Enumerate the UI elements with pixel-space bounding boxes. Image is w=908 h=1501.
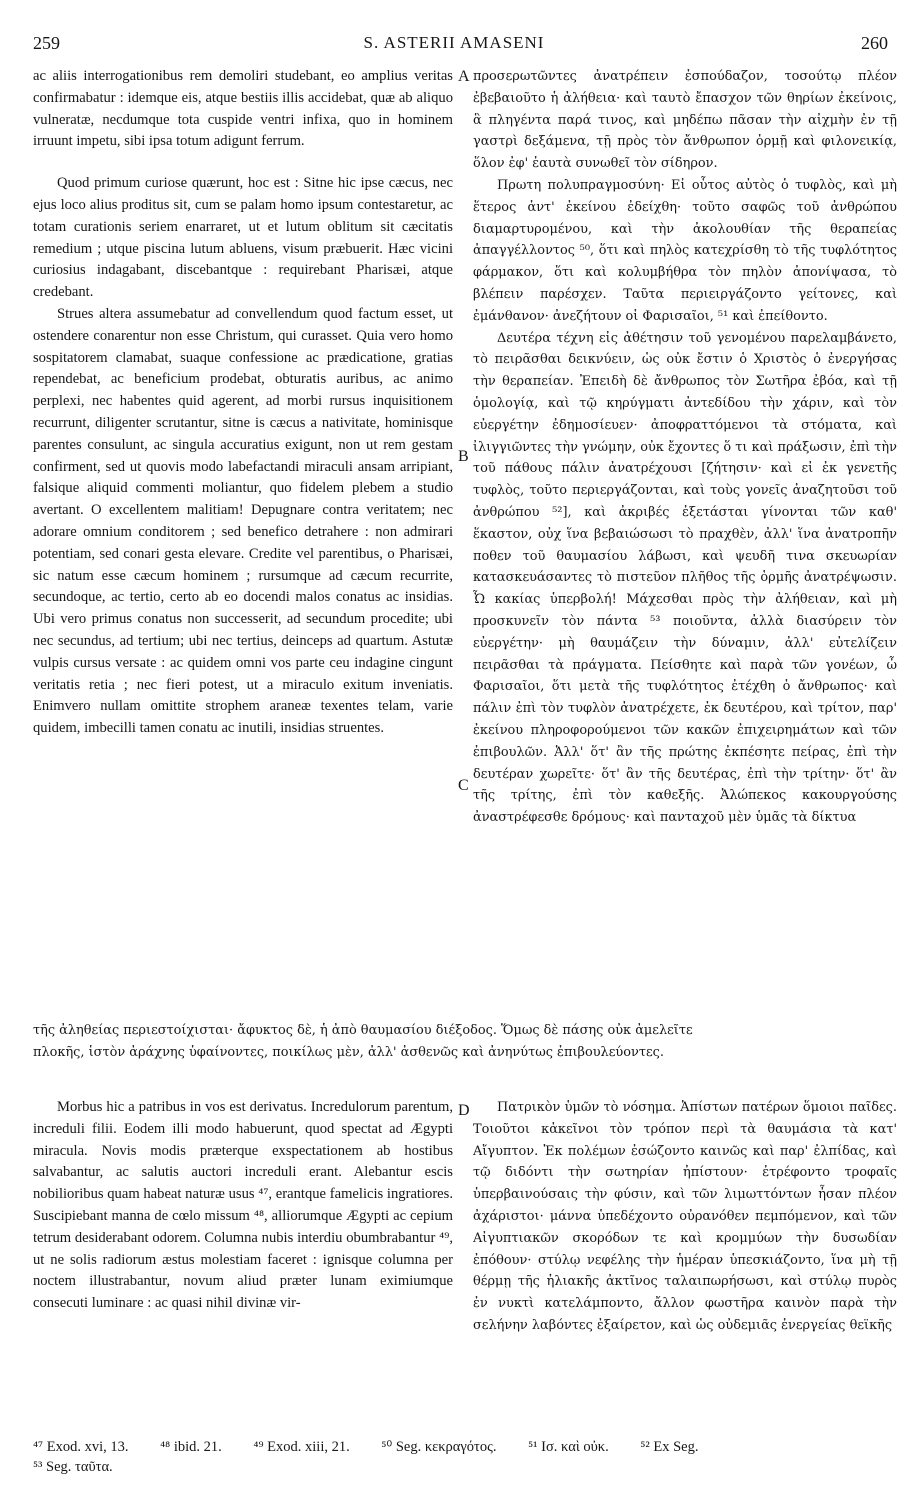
greek-line: πλοκῆς, ἱστὸν ἀράχνης ὑφαίνοντες, ποικίλως μὲν, ἀλλ' ἀσθενῶς καὶ ἀνηνύτως ἐπιβουλεύοντες. xyxy=(33,1045,664,1060)
latin-paragraph: Strues altera assumebatur ad convellendum quod factum esset, ut ostendere conarentur non esse Christum, qui curasset. Quia vero homo sospitatorem clamabat, suaque confessione ac prædicatione, gratias rependebat, ac beneficium prodebat, obturatis auribus, ac animo perplexi, nec habentes quid agerent, ad morbi rursus inquisitionem recurrunt, diligenter scrutantur, sitne is cæcus a nativitate, hominisque parentes consulunt, ac singula accuratius exigunt, non ut rem gestam confirment, sed ut quovis modo labefactandi miraculi ansam arripiant, falsique aliquid commenti moliantur, quo fidelem plebem a studio avertant. O excellentem malitiam! Depugnare contra veritatem; nec adorare omnium conditorem ; sed benefico detrahere : non admirari potentiam, sed conari gesta elevare. Credite vel parentibus, o Pharisæi, sic natum esse cæcum hominem ; rursumque ad cæcum recurrite, secundoque, ac tertio, certo ab eo docendi malos conatus ac insidias. Ubi vero primus conatus non successerit, ad secundum procedite; ubi nec secundus, ad tertium; ubi nec tertius, deinceps ad quartum. Astutæ vulpis cursus versate : ac quidem omni vos parte ceu indagine cingunt veritatis retia ; nec fieri potest, ut a miraculo exitum inveniatis. Enimvero nullam omittite strophem araneæ texentes telam, varie quidem, imbecilli tamen conatu ac inutili, insidias struentes. xyxy=(33,305,453,737)
page-number-left: 259 xyxy=(33,33,60,53)
greek-line: τῆς ἀληθείας περιεστοίχισται· ἄφυκτος δὲ, ἡ ἀπὸ θαυμασίου διέξοδος. Ὅμως δὲ πάσης οὐκ ἀμελεῖτε xyxy=(33,1023,693,1038)
greek-paragraph: Δευτέρα τέχνη εἰς ἀθέτησιν τοῦ γενομένου παρελαμβάνετο, τὸ πειρᾶσθαι δεικνύειν, ὡς οὐκ ἔστιν ὁ Χριστὸς ὁ ἐνεργήσας τὴν θεραπείαν. Ἐπειδὴ δὲ ἄνθρωπος τὸν Σωτῆρα ἐβόα, καὶ τῇ ὁμολογίᾳ, καὶ τῷ κηρύγματι ἀντεδίδου τὴν χάριν, καὶ τὸν εὐεργέτην ἐδημοσίευεν· ἀποφραττόμενοι τὰ στόματα, καὶ ἰλιγγιῶντες τὴν γνώμην, οὐκ ἔχοντες ὅ τι καὶ πράξωσιν, ἐπὶ τὴν τοῦ πάθους πάλιν ἀνατρέχουσι [ζήτησιν· καὶ εἰ ἐκ γενετῆς τυφλὸς, τοῦτο περιεργάζονται, καὶ τοὺς γονεῖς ἀναζητοῦσι τοῦ ἀνθρώπου ⁵²], καὶ ἀκριβές ἐξετάσται γίνονται τῶν καθ' ἕκαστον, οὐχ ἵνα βεβαιώσωσι τὸ πραχθὲν, ἀλλ' ἵνα ἀνατροπῆν ποθεν τοῦ θαυμασίου λάβωσι, καὶ ψευδῆ τινα σκευωρίαν κατασκευάσαντες τὸ πιστεῦον πλῆθος τῆς ὁρμῆς ἀνατρέψωσιν. Ὦ κακίας ὑπερβολή! Μάχεσθαι πρὸς τὴν ἀλήθειαν, καὶ μὴ προσκυνεῖν τὸν πάντα ⁵³ ποιοῦντα, ἀλλὰ διασύρειν τὸν εὐεργέτην· μὴ θαυμάζειν τὴν δύναμιν, ἀλλ' εὐτελίζειν πειρᾶσθαι τὰ πράγματα. Πείσθητε καὶ παρὰ τῶν γονέων, ὦ Φαρισαῖοι, ὅτι μετὰ τῆς τυφλότητος ἐτέχθη ὁ ἄνθρωπος· καὶ πάλιν ἐπὶ τὸν τυφλὸν ἀνατρέχετε, ἐκ δευτέρου, καὶ τρίτον, παρ' ἐκείνου πληροφορούμενοι τῶν κακῶν ἐπιχειρημάτων καὶ τῶν ἐπιβουλῶν. Ἀλλ' ὅτ' ἂν τῆς πρώτης ἐκπέσητε πείρας, ἐπὶ τὴν δευτέραν χωρεῖτε· ὅτ' ἂν τῆς δευτέρας, ἐπὶ τὴν τρίτην· ὅτ' ἂν τῆς τρίτης, ἐπὶ τὸν καθεξῆς. Ἀλώπεκος κακουργούσης ἀναστρέφεσθε δρόμους· καὶ πανταχοῦ μὲν ὑμᾶς τὰ δίκτυα xyxy=(473,330,897,826)
footnote-48: ⁴⁸ ibid. 21. xyxy=(160,1439,222,1455)
latin-paragraph: Quod primum curiose quærunt, hoc est : Sitne hic ipse cæcus, nec ejus loco alius proditus sit, cum se palam homo ipsum contestaretur, ac totam curationis seriem enarraret, ut et lutum oblitum sit cæcitatis remedium ; utque piscina lutum abluens, visum præbuerit. Hæc vicini curiosius indagabant, discebantque : requirebant Pharisæi, atque credebant. xyxy=(33,175,453,301)
section-marker-c: C xyxy=(458,777,469,794)
footnote-49: ⁴⁹ Exod. xiii, 21. xyxy=(253,1439,350,1455)
footnote-51: ⁵¹ Ισ. καὶ οὐκ. xyxy=(528,1439,609,1455)
running-header xyxy=(0,33,908,63)
footnote-52: ⁵² Ex Seg. xyxy=(640,1439,699,1455)
footnotes xyxy=(33,1437,897,1477)
footnote-47: ⁴⁷ Exod. xvi, 13. xyxy=(33,1439,129,1455)
greek-paragraph: προσερωτῶντες ἀνατρέπειν ἐσπούδαζον, τοσούτῳ πλέον ἐβεβαιοῦτο ἡ ἀλήθεια· καὶ ταυτὸ ἔπασχον τῶν θηρίων ἐκείνοις, ἃ πληγέντα παρά τινος, καὶ μηδέπω πᾶσαν τὴν αἰχμὴν ἐν τῇ γαστρὶ δεξάμενα, τῇ πρὸς τὸν ἄνθρωπον ὁρμῇ καὶ φιλονεικίᾳ, ὅλον ἐφ' ἑαυτὰ συνωθεῖ τὸν σίδηρον. xyxy=(473,69,897,172)
section-marker-a: A xyxy=(458,68,470,85)
full-width-greek-lines xyxy=(33,1020,897,1064)
footnote-50: ⁵⁰ Seg. κεκραγότος. xyxy=(381,1439,497,1455)
page-number-right: 260 xyxy=(861,33,888,53)
section-marker-d: D xyxy=(458,1102,470,1119)
greek-column-lower xyxy=(473,1097,897,1424)
running-title: S. ASTERII AMASENI xyxy=(363,33,545,52)
latin-paragraph: Morbus hic a patribus in vos est derivatus. Incredulorum parentum, increduli filii. Eodem illi modo habuerunt, quod spectat ad Ægypti miracula. Novis modis præterque exspectationem ab hostibus salvabantur, ac salutis auctori increduli erant. Alebantur escis nobilioribus quam habeat naturæ usus ⁴⁷, erantque famelicis ingratiores. Suscipiebant manna de cœlo missum ⁴⁸, alliorumque Ægypti ac cepium tetrum desiderabant odorem. Columna nubis interdiu obumbrabantur ⁴⁹, ut ne solis radiorum æstus molestiam faceret : ignisque columna per noctem illustrabantur, novum aliud præter lunam eximiumque consecuti luminare : ac quasi nihil divinæ vir- xyxy=(33,1099,453,1312)
latin-column-upper xyxy=(33,66,453,1066)
latin-paragraph: ac aliis interrogationibus rem demoliri studebant, eo amplius veritas confirmabatur : idemque eis, atque bestiis illis accidebat, quæ ab aliquo vulneratæ, necdumque tota cuspide ventri infixa, quo in hominem irruunt impetu, sibi ipsa totum adigunt ferrum. xyxy=(33,68,453,150)
greek-column-upper xyxy=(473,66,897,1066)
footnote-53: ⁵³ Seg. ταῦτα. xyxy=(33,1459,113,1475)
greek-paragraph: Πατρικὸν ὑμῶν τὸ νόσημα. Ἀπίστων πατέρων ὅμοιοι παῖδες. Τοιοῦτοι κἀκεῖνοι τὸν τρόπον περὶ τὰ θαυμάσια τὰ κατ' Αἴγυπτον. Ἐκ πολέμων ἐσώζοντο καινῶς καὶ παρ' ἐλπίδας, καὶ τῷ διδόντι τὴν σωτηρίαν ἠπίστουν· ἐτρέφοντο τροφαῖς ὑπερβαινούσαις τὴν φύσιν, καὶ τῶν λιμωττόντων ἦσαν πλέον ἀχάριστοι· μάννα ὑπεδέχοντο οὐρανόθεν πεμπόμενον, καὶ τῶν Αἰγυπτιακῶν σκορόδων τε καὶ κρομμύων τὴν δυσωδίαν ἐπόθουν· στύλῳ νεφέλης τὴν ἡμέραν ὑπεσκιάζοντο, ἵνα μὴ τῇ θέρμῃ τῆς ἡλιακῆς ἀκτῖνος ταλαιπωρήσωσι, καὶ στύλῳ πυρὸς ἐν νυκτὶ κατελάμποντο, ἄλλον φωστῆρα καινὸν παρὰ τὴν σελήνην λαβόντες ἐξαίρετον, καὶ ὡς οὐδεμιᾶς ἐνεργείας θεϊκῆς xyxy=(473,1100,897,1333)
section-marker-b: B xyxy=(458,448,469,465)
greek-paragraph: Πρωτη πολυπραγμοσύνη· Εἰ οὗτος αὐτὸς ὁ τυφλὸς, καὶ μὴ ἕτερος ἀντ' ἐκείνου ἐδείχθη· τοῦτο σαφῶς τοῦ ἀνθρώπου διαμαρτυρομένου, καὶ τὴν ἀκολουθίαν τῆς θεραπείας ἀπαγγέλλοντος ⁵⁰, ὅτι καὶ πηλὸς κατεχρίσθη τὸ τῆς τυφλότητος φάρμακον, ὅτι καὶ κολυμβήθρα τὸν πηλὸν ἀπονίψασα, τὸ βλέπειν παρέσχεν. Ταῦτα περιειργάζοντο γείτονες, καὶ ἐμάνθανον· ἀνεζήτουν οἱ Φαρισαῖοι, ⁵¹ καὶ ἐπείθοντο. xyxy=(473,177,897,324)
latin-column-lower xyxy=(33,1097,453,1424)
